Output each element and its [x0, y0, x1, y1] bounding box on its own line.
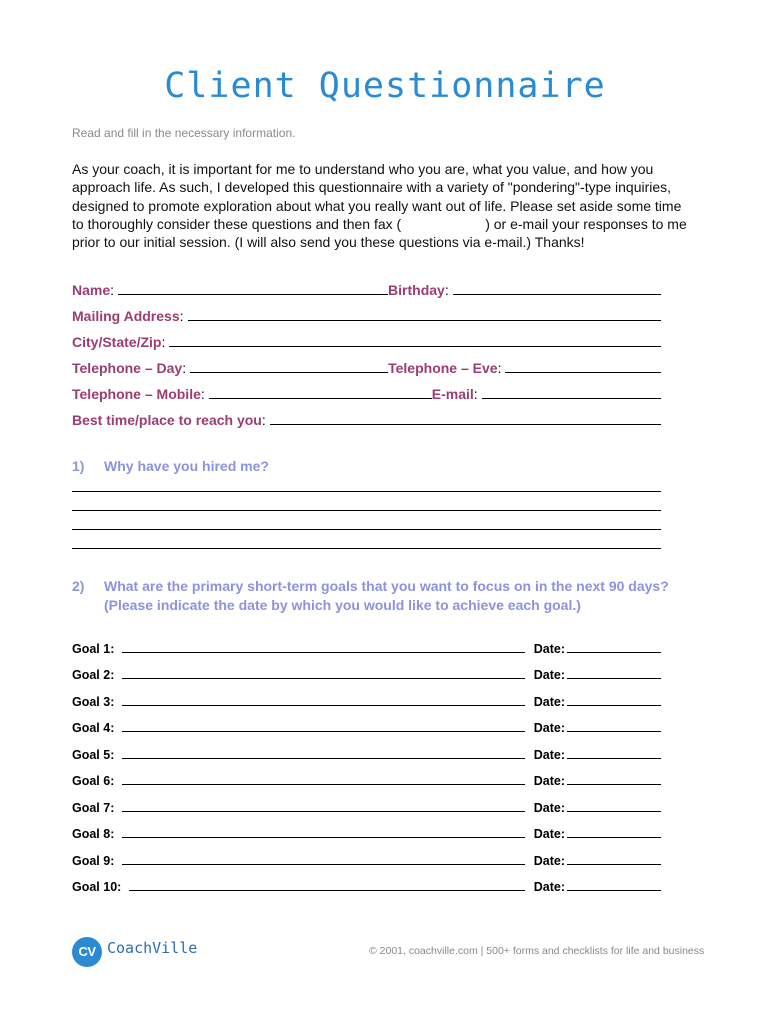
date-label: Date: — [533, 642, 565, 656]
goal-row — [72, 876, 661, 894]
goal-row — [72, 691, 661, 709]
best-time-colon: : — [261, 412, 266, 428]
goal-row — [72, 850, 661, 868]
telephone-day-field[interactable] — [190, 372, 388, 373]
name-field[interactable] — [118, 294, 388, 295]
mailing-address-row — [72, 306, 661, 324]
goal-row — [72, 638, 661, 656]
date-field[interactable] — [567, 652, 661, 653]
goal-row — [72, 744, 661, 762]
telephone-mobile-label: Telephone – Mobile — [72, 386, 201, 402]
instruction-hint: Read and fill in the necessary information. — [72, 126, 296, 140]
name-label: Name — [72, 282, 111, 298]
goal-label: Goal 8: — [72, 827, 115, 841]
date-label: Date: — [533, 748, 565, 762]
goal-label: Goal 9: — [72, 854, 115, 868]
goal-row — [72, 717, 661, 735]
goal-field[interactable] — [122, 837, 524, 838]
goal-label: Goal 6: — [72, 774, 115, 788]
date-field[interactable] — [567, 784, 661, 785]
footer-copyright: © 2001, coachville.com | 500+ forms and checklists for life and business — [369, 945, 705, 957]
question-2-text: What are the primary short-term goals that you want to focus on in the next 90 days? — [104, 578, 669, 594]
city-state-zip-row — [72, 332, 661, 350]
telephone-day-eve-row — [72, 358, 661, 376]
goal-label: Goal 5: — [72, 748, 115, 762]
telephone-eve-colon: : — [497, 360, 502, 376]
date-label: Date: — [533, 774, 565, 788]
date-field[interactable] — [567, 678, 661, 679]
goal-row — [72, 823, 661, 841]
date-label: Date: — [533, 854, 565, 868]
date-field[interactable] — [567, 705, 661, 706]
telephone-eve-label: Telephone – Eve — [388, 360, 498, 376]
question-1-answer-line[interactable] — [72, 548, 661, 549]
date-field[interactable] — [567, 731, 661, 732]
question-1-answer-line[interactable] — [72, 491, 661, 492]
name-birthday-row — [72, 280, 661, 298]
goal-label: Goal 3: — [72, 695, 115, 709]
city-state-zip-colon: : — [161, 334, 166, 350]
birthday-field[interactable] — [453, 294, 661, 295]
question-1-answer-line[interactable] — [72, 529, 661, 530]
date-label: Date: — [533, 880, 565, 894]
intro-paragraph — [72, 160, 692, 251]
date-label: Date: — [533, 801, 565, 815]
date-label: Date: — [533, 827, 565, 841]
email-field[interactable] — [482, 398, 661, 399]
intro-text-before-fax: As your coach, it is important for me to understand who you are, what you value, and how you approach life. As such, I developed this questionnaire with a variety of "pondering"-type inquiries, designed to promote exploration about what you really want out of life. Please set aside some time to thoroughly consider these questions and then fax ( — [72, 161, 682, 232]
goal-field[interactable] — [122, 705, 524, 706]
email-label: E-mail — [431, 386, 474, 402]
birthday-colon: : — [444, 282, 449, 298]
goal-row — [72, 797, 661, 815]
question-1-number: 1) — [72, 458, 85, 474]
goal-label: Goal 10: — [72, 880, 122, 894]
best-time-field[interactable] — [270, 424, 661, 425]
best-time-row — [72, 410, 661, 428]
intro-text-after-fax: ) or e-mail your responses to me prior to our initial session. (I will also send you these questions via e-mail.) Thanks! — [72, 215, 687, 251]
date-label: Date: — [533, 695, 565, 709]
mailing-address-colon: : — [179, 308, 184, 324]
question-2-number: 2) — [72, 578, 85, 594]
date-field[interactable] — [567, 864, 661, 865]
telephone-mobile-field[interactable] — [209, 398, 432, 399]
question-2 — [72, 577, 669, 615]
page-title: Client Questionnaire — [164, 66, 606, 106]
goal-label: Goal 2: — [72, 668, 115, 682]
telephone-day-label: Telephone – Day — [72, 360, 183, 376]
telephone-mobile-colon: : — [200, 386, 205, 402]
coachville-logo-icon: CV — [72, 937, 102, 967]
date-field[interactable] — [567, 890, 661, 891]
mailing-address-field[interactable] — [188, 320, 661, 321]
date-field[interactable] — [567, 811, 661, 812]
telephone-mobile-email-row — [72, 384, 661, 402]
goal-label: Goal 4: — [72, 721, 115, 735]
date-field[interactable] — [567, 758, 661, 759]
telephone-day-colon: : — [182, 360, 187, 376]
question-2-subtext: (Please indicate the date by which you would like to achieve each goal.) — [104, 597, 581, 613]
goal-row — [72, 770, 661, 788]
goal-field[interactable] — [122, 811, 524, 812]
goal-field[interactable] — [122, 784, 524, 785]
question-1-answer-line[interactable] — [72, 510, 661, 511]
question-1 — [72, 457, 269, 476]
city-state-zip-field[interactable] — [169, 346, 661, 347]
goal-field[interactable] — [122, 864, 524, 865]
best-time-label: Best time/place to reach you — [72, 412, 262, 428]
goal-field[interactable] — [129, 890, 524, 891]
goal-field[interactable] — [122, 731, 524, 732]
city-state-zip-label: City/State/Zip — [72, 334, 162, 350]
telephone-eve-field[interactable] — [505, 372, 661, 373]
goal-label: Goal 1: — [72, 642, 115, 656]
question-1-text: Why have you hired me? — [104, 458, 269, 474]
date-label: Date: — [533, 668, 565, 682]
goal-field[interactable] — [122, 652, 524, 653]
goal-row — [72, 664, 661, 682]
coachville-logo-text: CoachVille — [107, 939, 198, 957]
birthday-label: Birthday — [388, 282, 445, 298]
goal-field[interactable] — [122, 678, 524, 679]
date-label: Date: — [533, 721, 565, 735]
date-field[interactable] — [567, 837, 661, 838]
goal-label: Goal 7: — [72, 801, 115, 815]
email-colon: : — [473, 386, 478, 402]
name-colon: : — [110, 282, 115, 298]
goal-field[interactable] — [122, 758, 524, 759]
mailing-address-label: Mailing Address — [72, 308, 180, 324]
